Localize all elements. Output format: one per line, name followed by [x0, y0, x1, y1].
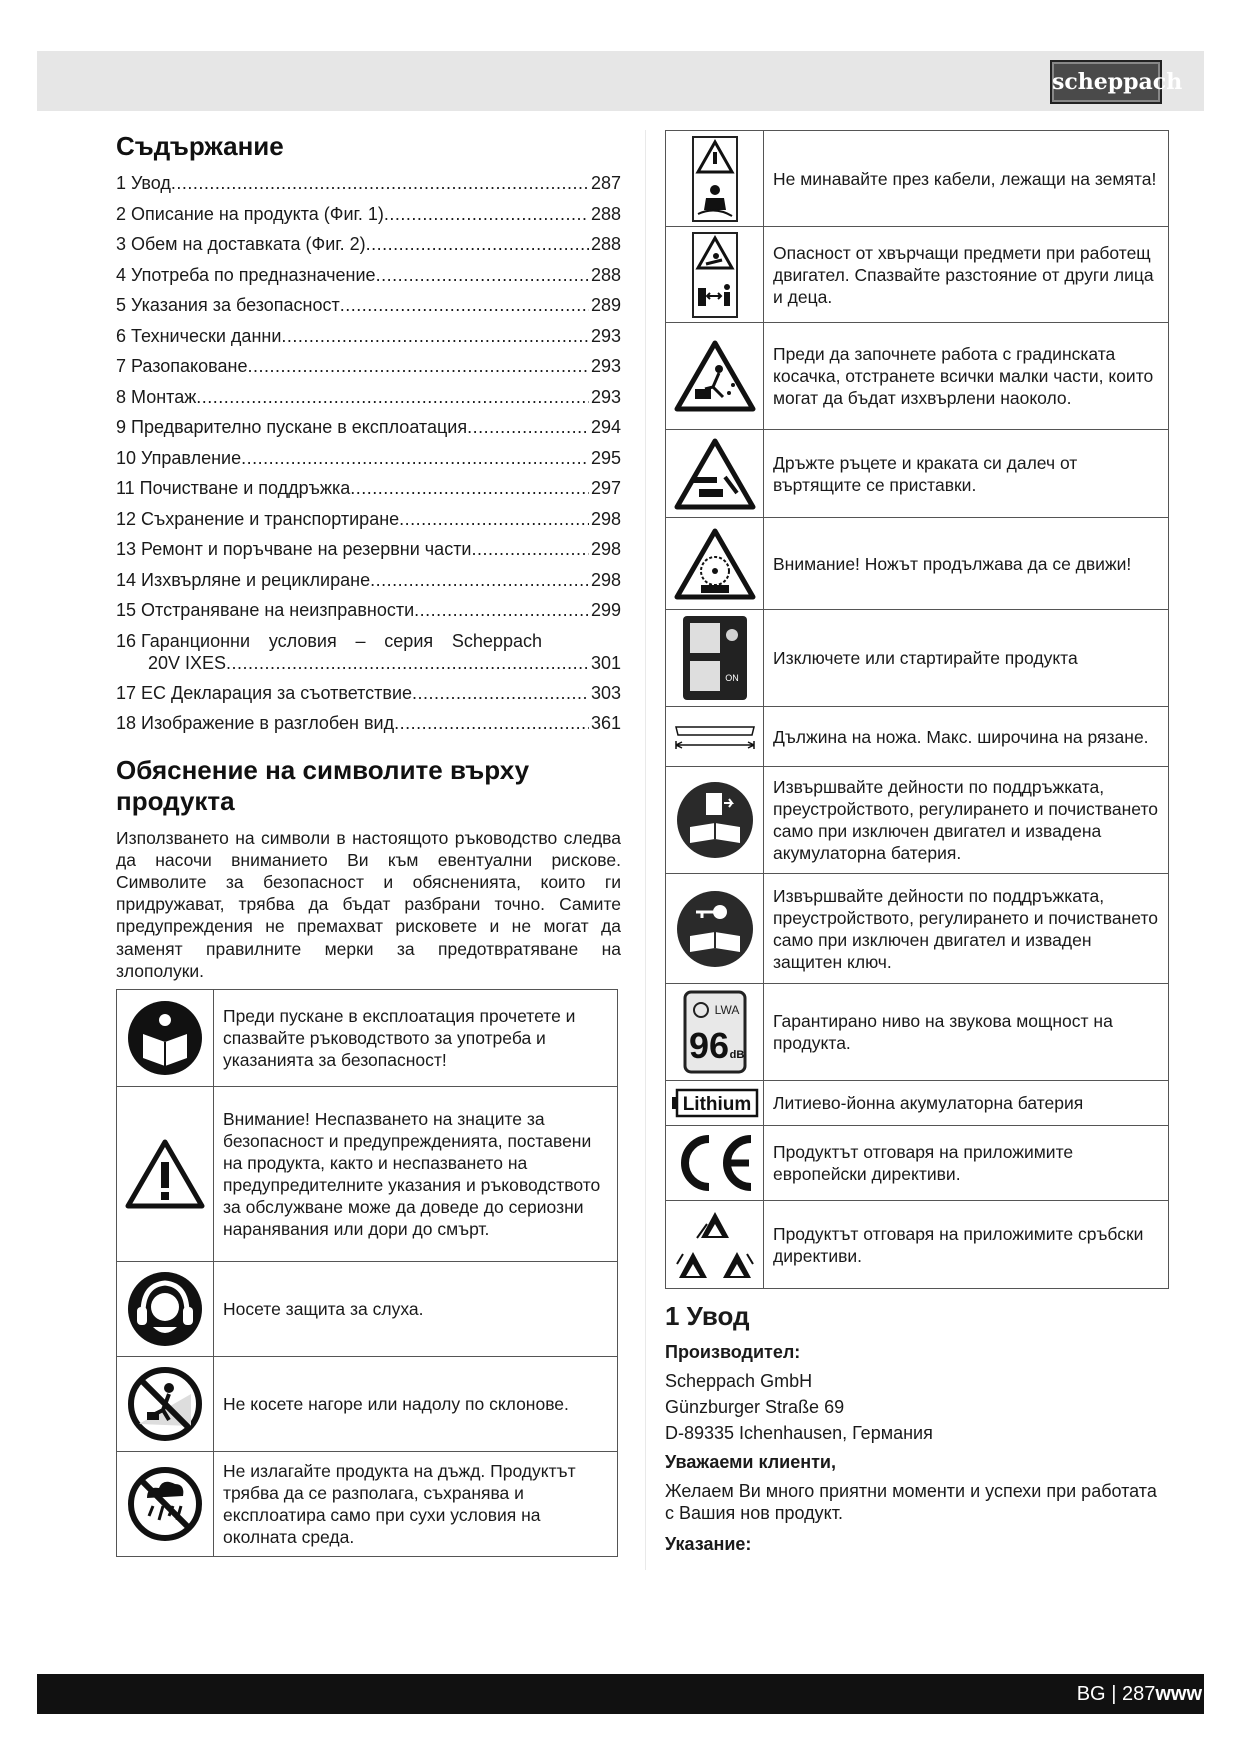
symbol-description: Внимание! Неспазването на знаците за безопасност и предупрежденията, поставени на продукта, както и неспазването на предупредителните указания и ръководството за обслужване може да доведе до сериозни наранявания или дори до смърт. — [214, 1087, 618, 1262]
toc-entry[interactable]: 12 Съхранение и транспортиране ..... 298 — [116, 504, 621, 535]
company-city: D-89335 Ichenhausen, Германия — [665, 1423, 933, 1443]
table-row — [666, 1201, 1169, 1289]
serbian-mark-icon — [666, 1201, 764, 1289]
toc-entry[interactable]: 6 Технически данни ..... 293 — [116, 321, 621, 352]
column-divider — [645, 130, 646, 1570]
company-street: Günzburger Straße 69 — [665, 1397, 845, 1417]
toc-entry[interactable]: 17 ЕС Декларация за съответствие ..... 303 — [116, 678, 621, 709]
hands-feet-blade-icon — [666, 430, 764, 518]
toc-title: Съдържание — [116, 131, 284, 161]
symbol-description: Опасност от хвърчащи предмети при работещ двигател. Спазвайте разстояние от други лица и деца. — [764, 227, 1169, 323]
table-row — [666, 1126, 1169, 1201]
toc-entry[interactable]: 13 Ремонт и поръчване на резервни части ..... 298 — [116, 534, 621, 565]
intro-title: 1 Увод — [665, 1301, 750, 1331]
symbol-description: Извършвайте дейности по поддръжката, преустройството, регулирането и почистването само при изключен двигател и извадена акумулаторна батерия. — [764, 767, 1169, 874]
lithium-icon — [666, 1081, 764, 1126]
table-row — [117, 990, 618, 1087]
right-symbols-table — [665, 130, 1169, 1289]
sound-unit: dB — [729, 1049, 744, 1061]
table-row — [117, 1357, 618, 1452]
symbol-description: Преди пускане в експлоатация прочетете и спазвайте ръководството за употреба и указанията за безопасност! — [214, 990, 618, 1087]
symbol-description: Носете защита за слуха. — [214, 1262, 618, 1357]
toc-entry[interactable]: 15 Отстраняване на неизправности ..... 299 — [116, 595, 621, 626]
scheppach-logo: scheppach — [1050, 60, 1162, 104]
on-off-icon — [666, 610, 764, 707]
no-slope-mowing-icon — [117, 1357, 214, 1452]
symbol-description: Дължина на ножа. Макс. широчина на рязане. — [764, 707, 1169, 767]
table-row — [666, 131, 1169, 227]
toc-entry[interactable]: 18 Изображение в разглобен вид ..... 361 — [116, 708, 621, 739]
table-row — [666, 1081, 1169, 1126]
on-label: ON — [724, 673, 739, 683]
toc-entry[interactable]: 7 Разопаковане ..... 293 — [116, 351, 621, 382]
symbol-description: Гарантирано ниво на звукова мощност на продукта. — [764, 984, 1169, 1081]
toc-entry[interactable]: 3 Обем на доставката (Фиг. 2) ..... 288 — [116, 229, 621, 260]
maintenance-key-icon — [666, 874, 764, 984]
remove-objects-icon — [666, 323, 764, 430]
table-row — [117, 1262, 618, 1357]
symbol-description: Преди да започнете работа с градинската косачка, отстранете всички малки части, които могат да бъдат изхвърлени наоколо. — [764, 323, 1169, 430]
greeting-paragraph: Желаем Ви много приятни моменти и успехи при работата с Вашия нов продукт. — [665, 1481, 1157, 1523]
toc-entry[interactable]: 8 Монтаж ..... 293 — [116, 382, 621, 413]
symbol-description: Изключете или стартирайте продукта — [764, 610, 1169, 707]
symbol-description: Продуктът отговаря на приложимите сръбски директиви. — [764, 1201, 1169, 1289]
symbol-description: Извършвайте дейности по поддръжката, преустройството, регулирането и почистването само при изключен двигател и изваден защитен ключ. — [764, 874, 1169, 984]
manufacturer-label: Производител: — [665, 1342, 801, 1362]
symbols-intro-paragraph: Използването на символи в настоящото ръководство следва да насочи вниманието Ви към евентуални рискове. Символите за безопасност и обясненията, които ги придружават, трябва да бъдат разбрани точно. Самите предупреждения не премахват рисковете и не могат да заменят правилните мерки за предотвратяване на злополуки. — [116, 827, 621, 981]
table-row — [117, 1452, 618, 1557]
left-symbols-table — [116, 989, 618, 1557]
table-row — [666, 767, 1169, 874]
lithium-label: Lithium — [682, 1094, 751, 1115]
blade-stop-icon — [666, 518, 764, 610]
table-row — [666, 874, 1169, 984]
ce-mark-icon — [666, 1126, 764, 1201]
toc-entry[interactable]: 9 Предварително пускане в експлоатация ..... 294 — [116, 412, 621, 443]
warning-triangle-icon — [117, 1087, 214, 1262]
footer-bar — [37, 1674, 1204, 1714]
symbol-description: Не минавайте през кабели, лежащи на земята! — [764, 131, 1169, 227]
maintenance-battery-icon — [666, 767, 764, 874]
company-name: Scheppach GmbH — [665, 1371, 813, 1391]
toc-entry[interactable]: 11 Почистване и поддръжка ..... 297 — [116, 473, 621, 504]
table-row — [666, 610, 1169, 707]
toc-entry[interactable]: 1 Увод ..... 287 — [116, 168, 621, 199]
no-cable-icon — [666, 131, 764, 227]
customers-label: Уважаеми клиенти, — [665, 1452, 836, 1472]
lwa-label: LWA — [714, 1003, 739, 1017]
symbol-description: Продуктът отговаря на приложимите европейски директиви. — [764, 1126, 1169, 1201]
table-row — [666, 323, 1169, 430]
symbols-section-title: Обяснение на символите върху продукта — [116, 754, 530, 816]
flying-objects-distance-icon — [666, 227, 764, 323]
table-row — [666, 518, 1169, 610]
header-bar — [37, 51, 1204, 111]
intro-section — [665, 1300, 1170, 1556]
symbol-description: Не косете нагоре или надолу по склонове. — [214, 1357, 618, 1452]
toc-entry[interactable]: 2 Описание на продукта (Фиг. 1) ..... 288 — [116, 199, 621, 230]
table-row — [666, 227, 1169, 323]
note-label: Указание: — [665, 1534, 752, 1554]
table-row — [666, 984, 1169, 1081]
symbol-description: Дръжте ръцете и краката си далеч от въртящите се приставки. — [764, 430, 1169, 518]
left-column — [116, 130, 621, 982]
page-number: BG | 287www — [1076, 1683, 1202, 1705]
sound-power-icon — [666, 984, 764, 1081]
blade-length-icon — [666, 707, 764, 767]
read-manual-icon — [117, 990, 214, 1087]
toc-entry[interactable]: 14 Изхвърляне и рециклиране ..... 298 — [116, 565, 621, 596]
toc-entry[interactable]: 4 Употреба по предназначение ..... 288 — [116, 260, 621, 291]
toc-entry[interactable]: 16 Гаранционни условия – серия Scheppach 20V IXES ..... 301 — [116, 630, 621, 674]
symbol-description: Литиево-йонна акумулаторна батерия — [764, 1081, 1169, 1126]
toc-entry[interactable]: 5 Указания за безопасност ..... 289 — [116, 290, 621, 321]
toc-entry[interactable]: 10 Управление ..... 295 — [116, 443, 621, 474]
table-row — [666, 430, 1169, 518]
no-rain-icon — [117, 1452, 214, 1557]
table-of-contents — [116, 168, 621, 739]
symbol-description: Внимание! Ножът продължава да се движи! — [764, 518, 1169, 610]
symbol-description: Не излагайте продукта на дъжд. Продуктът трябва да се разполага, съхранява и експлоатира само при сухи условия на околната среда. — [214, 1452, 618, 1557]
table-row — [117, 1087, 618, 1262]
table-row — [666, 707, 1169, 767]
ear-protection-icon — [117, 1262, 214, 1357]
sound-value: 96 — [688, 1025, 729, 1066]
